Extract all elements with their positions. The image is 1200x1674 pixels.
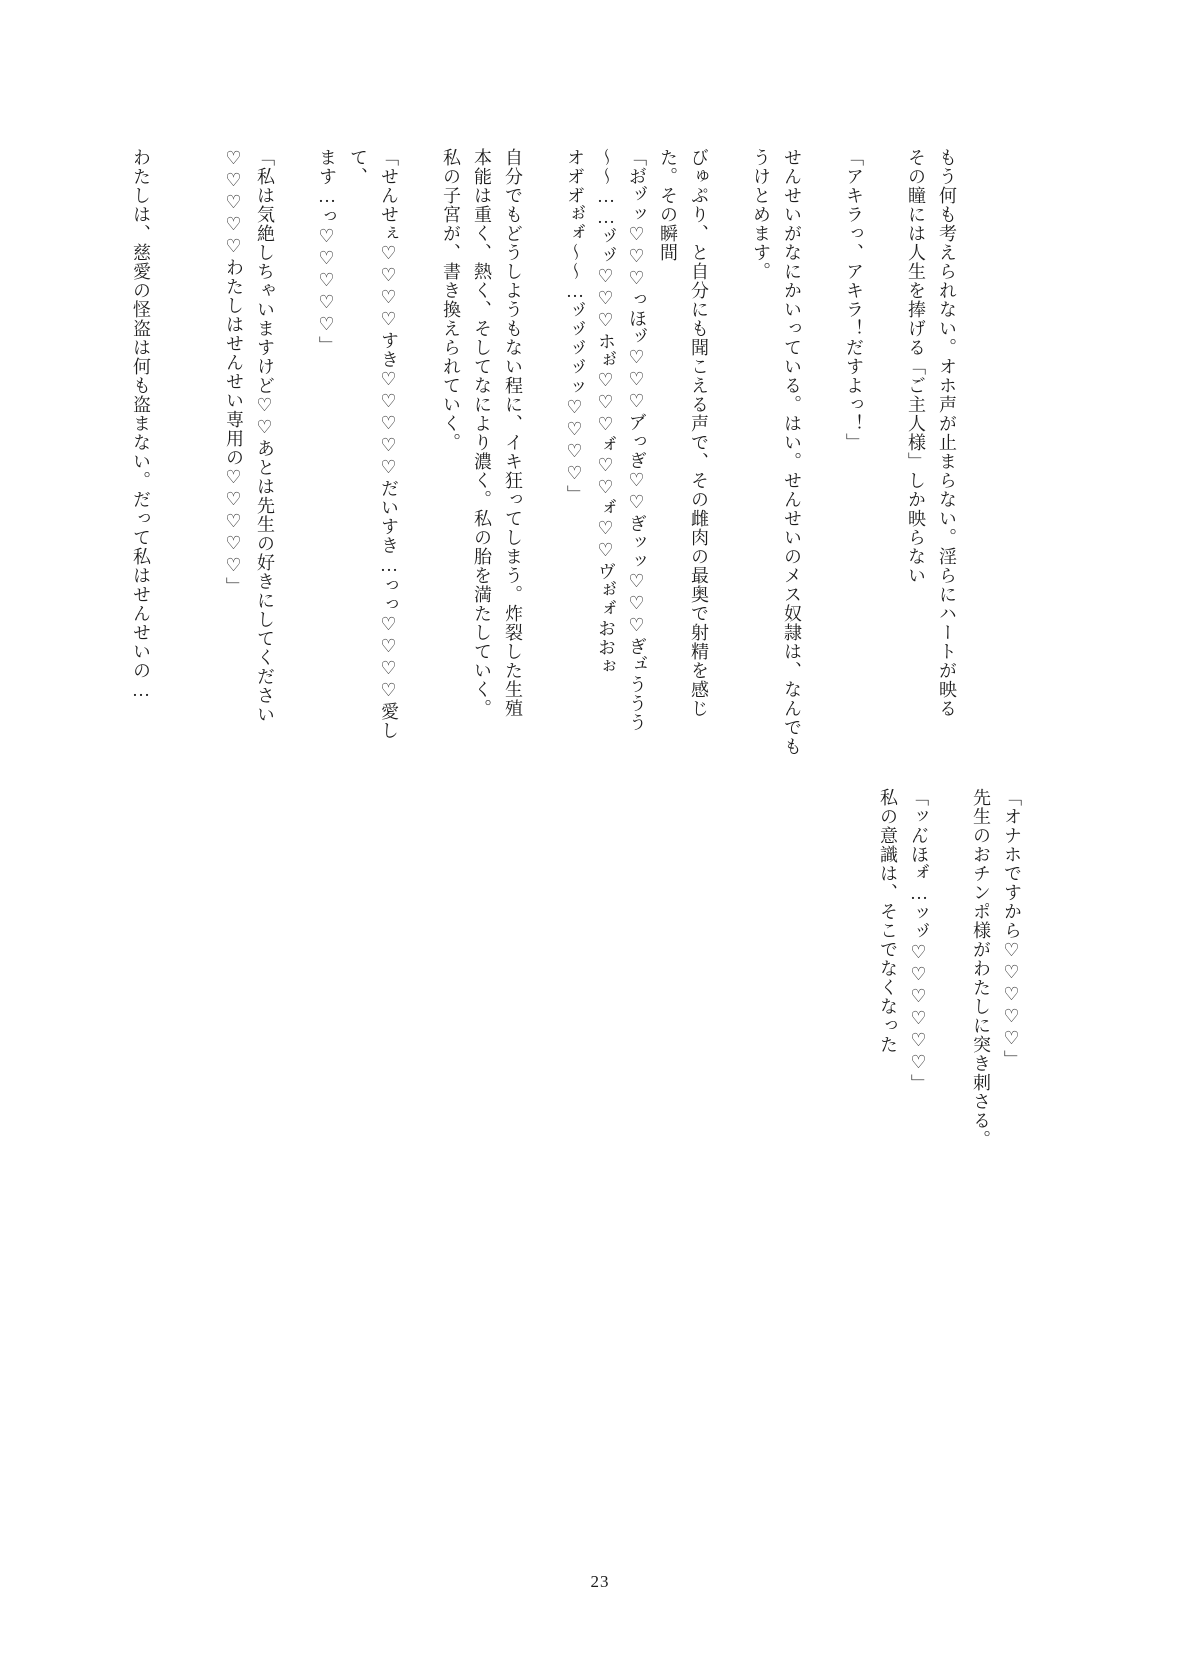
text-column: わたしは、慈愛の怪盗は何も盗まない。だって私はせんせいの… [131,148,151,701]
text-column-dialogue: ♡♡♡♡♡わたしはせんせい専用の♡♡♡♡♡」 [224,148,244,596]
text-column-dialogue: 「お゙ッ゙ッ♡♡♡っほッ゙♡♡♡ア゙っぎ♡♡ぎッッ♡♡♡ぎュ゙ううう [627,148,647,732]
text-column-dialogue: 「私は気絶しちゃいますけど♡♡あとは先生の好きにしてください [255,148,275,724]
text-column-dialogue: 「オナホですから♡♡♡♡♡」 [1002,788,1022,1069]
page-number: 23 [590,1572,610,1591]
continuation-text-block [872,788,1027,1213]
text-column: うけとめます。 [751,148,771,281]
text-column: 先生のおチンポ様がわたしに突き刺さる。 [971,788,991,1149]
text-column-dialogue: 「アキラっ、アキラ！だすよっ！」 [844,148,864,452]
text-column: 私の意識は、そこでなくなった [878,788,898,1054]
text-column-dialogue: ～～……ッ゙ッ゙♡♡♡ホぉ゙♡♡♡ォ゙♡♡ォ゙♡♡ヴぉ゙ォ゙おおぉ [596,148,616,676]
text-column: 自分でもどうしようもない程に、イキ狂ってしまう。炸裂した生殖 [503,148,523,718]
main-text-block [125,148,962,770]
text-column: せんせいがなにかいっている。はい。せんせいのメス奴隷は、なんでも [782,148,802,756]
text-column-dialogue: 「ッん゙ほォ゙…ッッ゙♡♡♡♡♡♡」 [909,788,929,1093]
text-column-dialogue: ます…っ♡♡♡♡♡」 [317,148,337,355]
text-column: びゅぷり、と自分にも聞こえる声で、その雌肉の最奥で射精を感じ [689,148,709,718]
text-column: 本能は重く、熱く、そしてなにより濃く。私の胎を満たしていく。 [472,148,492,718]
text-column: た。その瞬間 [658,148,678,262]
text-column-dialogue: オオ゙オ゙ぉ゙ォ゙～～…ッ゙ッ゙ッ゙ッ゙ッ♡♡♡♡」 [565,148,585,504]
text-column: もう何も考えられない。オホ声が止まらない。淫らにハートが映る [937,148,957,718]
text-column: その瞳には人生を捧げる「ご主人様」しか映らない [906,148,926,585]
text-column: 私の子宮が、書き換えられていく。 [441,148,461,452]
text-column-dialogue: 「せんせぇ♡♡♡♡すき♡♡♡♡♡だいすき…っっ♡♡♡♡愛して、 [348,148,399,740]
